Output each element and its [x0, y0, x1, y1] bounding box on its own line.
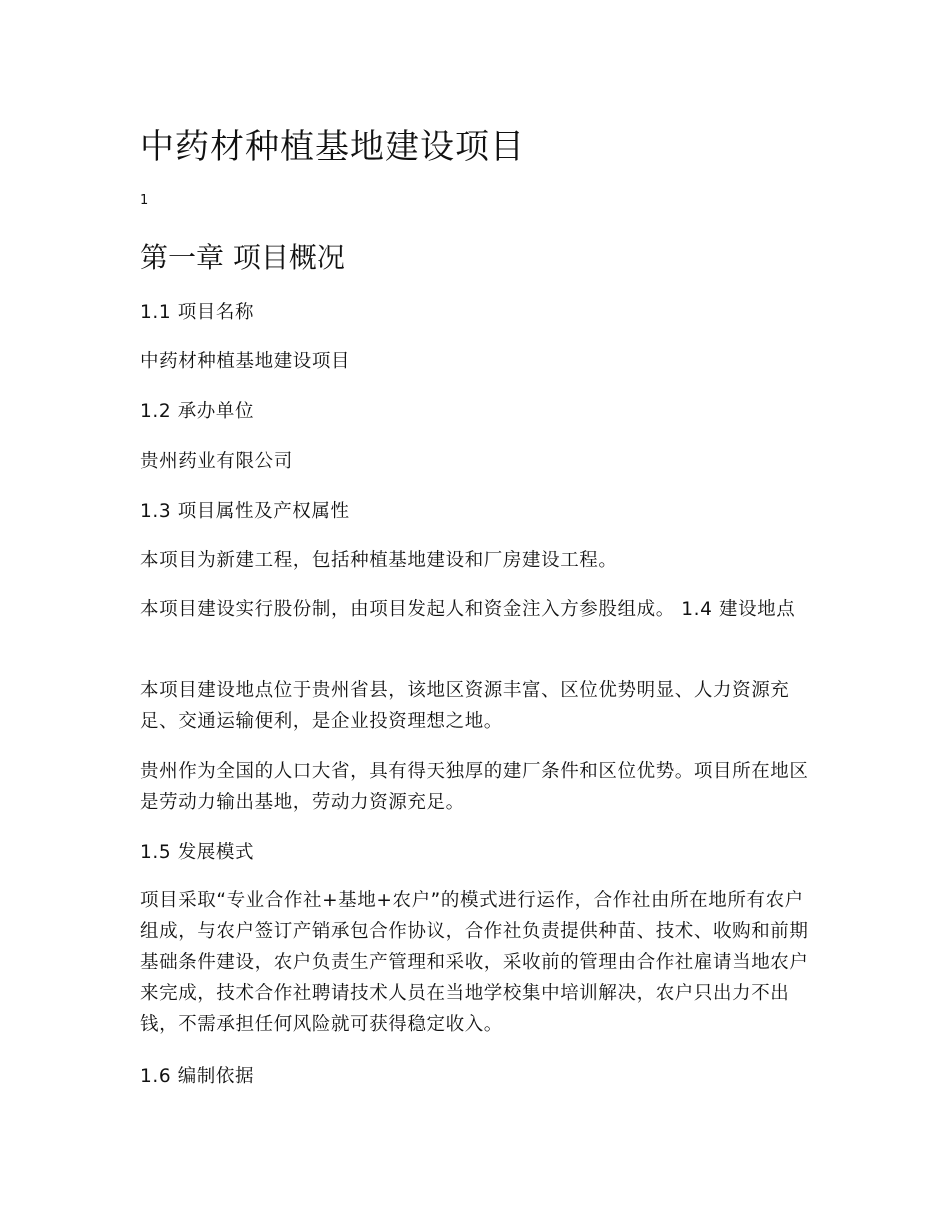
paragraph-project-name: 中药材种植基地建设项目 [140, 351, 351, 372]
paragraph-development-model: 项目采取“专业合作社+基地+农户”的模式进行运作，合作社由所在地所有农户组成，与农户签订产销承包合作协议，合作社负责提供种苗、技术、收购和前期基础条件建设，农户负责生产管理和采收，采收前的管理由合作社雇请当地农户来完成，技术合作社聘请技术人员在当地学校集中培训解决，农户只出力不出钱，不需承担任何风险就可获得稳定收入。 [140, 890, 809, 1035]
paragraph-shareholding: 本项目建设实行股份制，由项目发起人和资金注入方参股组成。 1.4 建设地点 [140, 599, 796, 620]
paragraph-location: 本项目建设地点位于贵州省县，该地区资源丰富、区位优势明显、人力资源充足、交通运输便利，是企业投资理想之地。 [140, 680, 790, 732]
document-title: 中药材种植基地建设项目 [140, 127, 525, 167]
paragraph-regional-advantage: 贵州作为全国的人口大省，具有得天独厚的建厂条件和区位优势。项目所在地区是劳动力输出基地，劳动力资源充足。 [140, 761, 809, 813]
section-heading-1-1: 1.1 项目名称 [140, 302, 255, 323]
page-number: 1 [140, 193, 149, 208]
paragraph-organizer: 贵州药业有限公司 [140, 451, 293, 472]
section-heading-1-3: 1.3 项目属性及产权属性 [140, 501, 350, 522]
section-heading-1-6: 1.6 编制依据 [140, 1066, 255, 1087]
section-heading-1-5: 1.5 发展模式 [140, 842, 255, 863]
chapter-heading: 第一章 项目概况 [140, 241, 345, 274]
section-heading-1-2: 1.2 承办单位 [140, 401, 255, 422]
paragraph-project-attribute: 本项目为新建工程，包括种植基地建设和厂房建设工程。 [140, 550, 618, 571]
